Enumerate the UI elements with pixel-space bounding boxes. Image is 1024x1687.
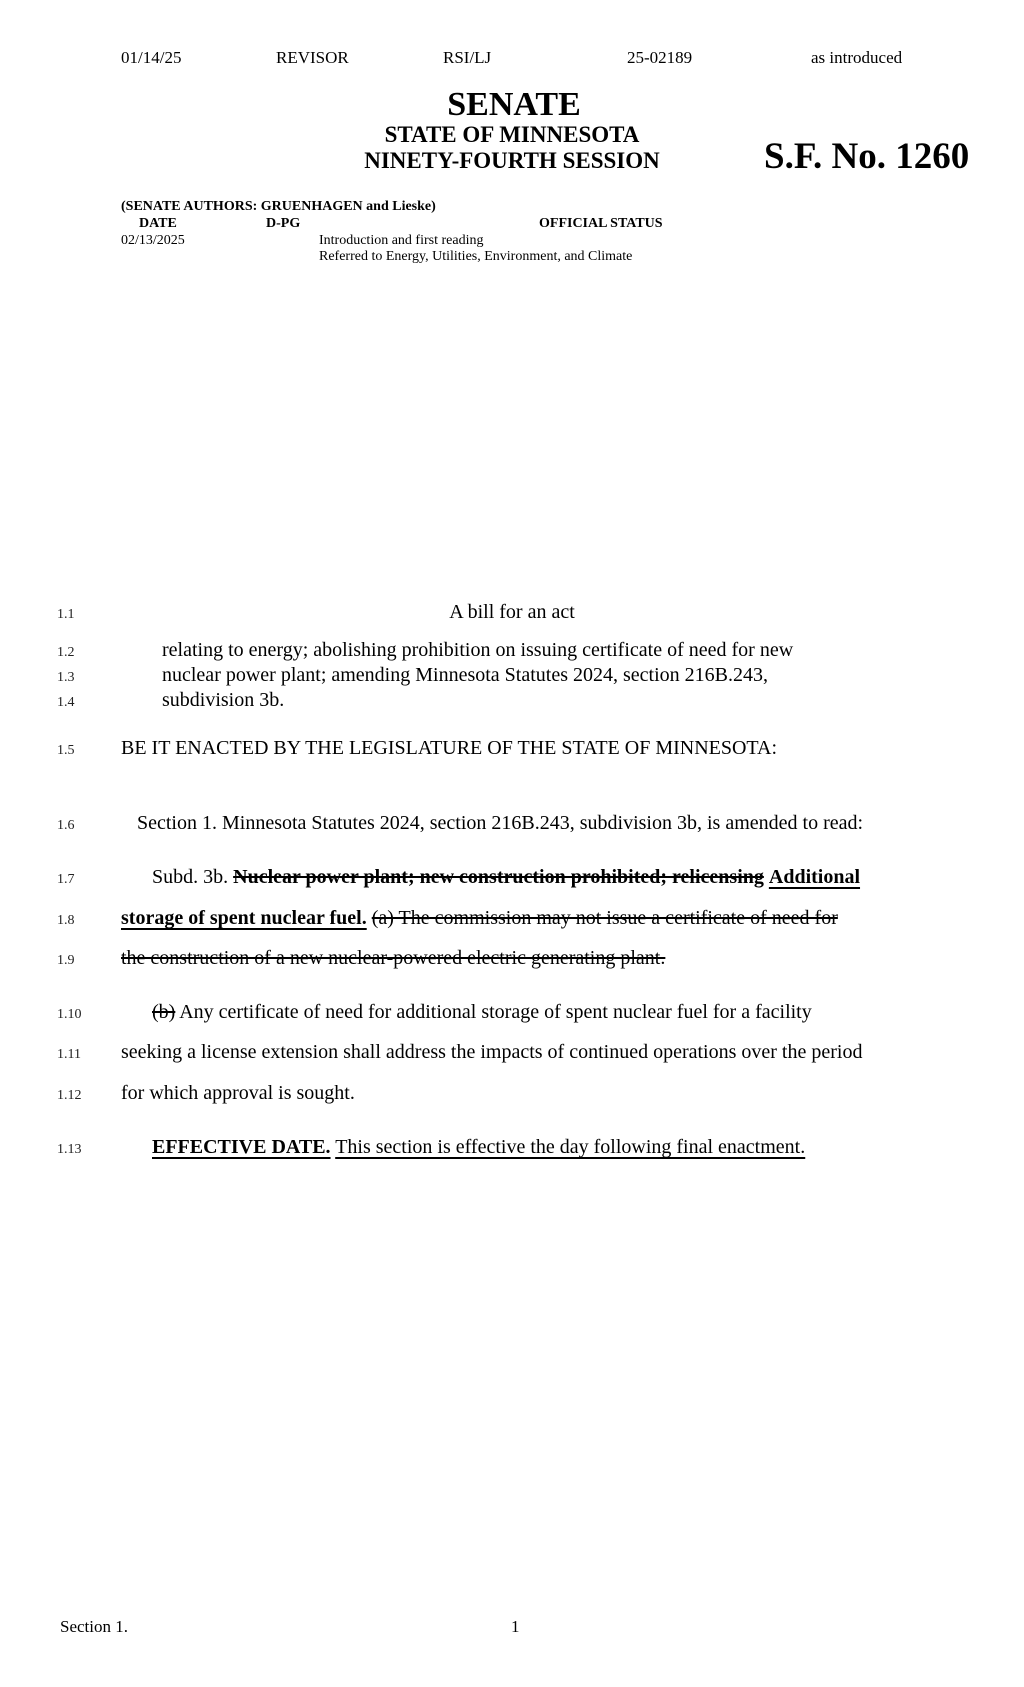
- effective-date-line: [152, 1136, 805, 1159]
- paragraph-text: for which approval is sought.: [121, 1082, 355, 1104]
- line-number: 1.9: [57, 953, 75, 968]
- bill-title-line: subdivision 3b.: [162, 689, 285, 711]
- line-number: 1.2: [57, 645, 75, 660]
- chamber-title: SENATE: [447, 86, 581, 123]
- header-doc-number: 25-02189: [627, 48, 693, 67]
- bill-heading: A bill for an act: [449, 601, 575, 623]
- line-number: 1.12: [57, 1088, 82, 1103]
- header-date: 01/14/25: [121, 48, 182, 67]
- bill-title-line: relating to energy; abolishing prohibition on issuing certificate of need for new: [162, 639, 794, 661]
- session-title: NINETY-FOURTH SESSION: [364, 148, 660, 173]
- subdivision-line: [121, 947, 665, 970]
- struck-heading: Nuclear power plant; new construction prohibited; relicensing: [233, 866, 764, 888]
- struck-text: (a) The commission may not issue a certificate of need for: [371, 907, 838, 929]
- subd-label: Subd. 3b.: [152, 866, 229, 888]
- paragraph-text: seeking a license extension shall address the impacts of continued operations over the period: [121, 1041, 863, 1063]
- status-row-status: Referred to Energy, Utilities, Environment, and Climate: [319, 249, 633, 264]
- line-number: 1.7: [57, 872, 75, 887]
- new-heading: storage of spent nuclear fuel.: [121, 907, 367, 929]
- status-header-date: DATE: [139, 216, 177, 231]
- status-header-official: OFFICIAL STATUS: [539, 216, 663, 231]
- new-heading: Additional: [768, 866, 861, 888]
- paragraph-text: Any certificate of need for additional storage of spent nuclear fuel for a facility: [179, 1001, 812, 1023]
- page-number: 1: [511, 1617, 520, 1636]
- enacting-clause: BE IT ENACTED BY THE LEGISLATURE OF THE STATE OF MINNESOTA:: [121, 737, 778, 759]
- status-header-dpg: D-PG: [266, 216, 301, 231]
- bill-title-line: nuclear power plant; amending Minnesota Statutes 2024, section 216B.243,: [162, 664, 768, 686]
- line-number: 1.3: [57, 670, 75, 685]
- line-number: 1.4: [57, 695, 75, 710]
- subdivision-line: [121, 907, 838, 930]
- effective-date-text: This section is effective the day following final enactment.: [335, 1136, 806, 1158]
- section-intro: Section 1. Minnesota Statutes 2024, section 216B.243, subdivision 3b, is amended to read:: [137, 812, 864, 834]
- line-number: 1.6: [57, 818, 75, 833]
- struck-text: the construction of a new nuclear-powered electric generating plant.: [121, 947, 666, 969]
- header-version: as introduced: [811, 48, 903, 67]
- senate-authors: (SENATE AUTHORS: GRUENHAGEN and Lieske): [121, 199, 436, 214]
- status-row-date: 02/13/2025: [121, 233, 185, 248]
- line-number: 1.5: [57, 743, 75, 758]
- line-number: 1.11: [57, 1047, 81, 1062]
- subdivision-line: [152, 866, 860, 889]
- bill-number: S.F. No. 1260: [764, 136, 970, 177]
- header-office: REVISOR: [276, 48, 349, 67]
- line-number: 1.10: [57, 1007, 82, 1022]
- paragraph-line: [152, 1001, 812, 1024]
- header-initials: RSI/LJ: [443, 48, 492, 67]
- line-number: 1.13: [57, 1142, 82, 1157]
- line-number: 1.8: [57, 913, 75, 928]
- state-title: STATE OF MINNESOTA: [384, 122, 640, 147]
- effective-date-label: EFFECTIVE DATE.: [152, 1136, 331, 1158]
- line-number: 1.1: [57, 607, 75, 622]
- footer-section: Section 1.: [60, 1617, 128, 1636]
- struck-text: (b): [152, 1001, 176, 1023]
- status-row-status: Introduction and first reading: [319, 233, 484, 248]
